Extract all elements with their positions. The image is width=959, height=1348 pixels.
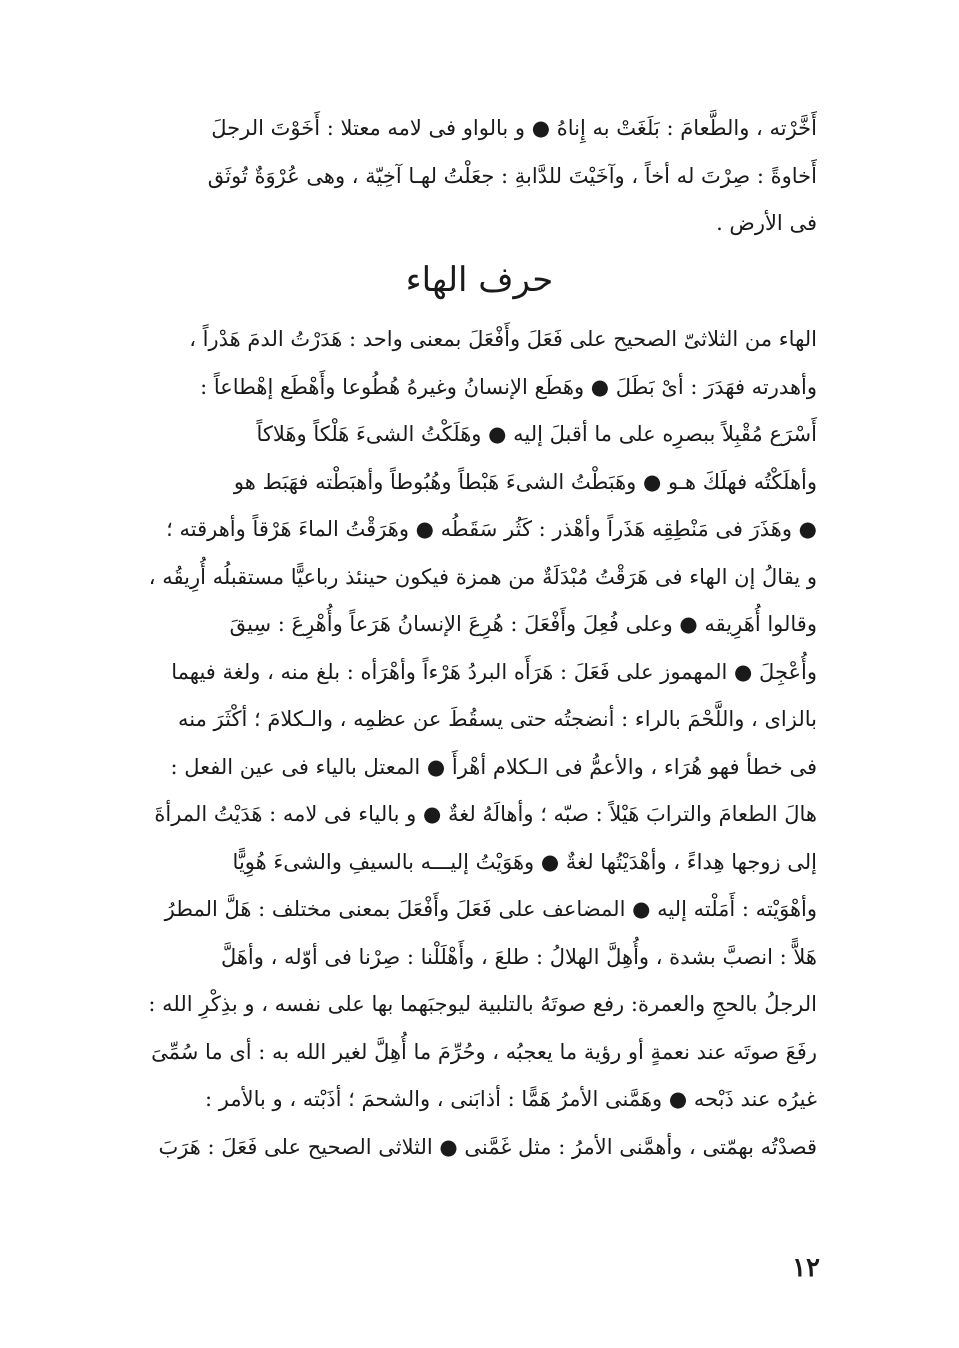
text-line: الهاء من الثلاثىّ الصحيح على فَعَلَ وأَفْعَلَ بمعنى واحد : هَدَرْتُ الدمَ هَدْراً ، xyxy=(189,327,817,351)
text-line: فى الأرض . xyxy=(716,211,817,235)
text-line: وأهْوَيْته : أَمَلْته إليه ● المضاعف على فَعَلَ وأَفْعَلَ بمعنى مختلف : هَلَّ المطرُ xyxy=(164,897,817,921)
text-line: وأهدرته فهَدَرَ : أىْ بَطَلَ ● وهَطَع الإنسانُ وغيرهُ هُطُوعا وأَهْطَع إهْطاعاً : xyxy=(200,374,817,399)
text-line: قصدْتُه بهمّتى ، وأهمَّنى الأمرُ : مثل غَمَّنى ● الثلاثى الصحيح على فَعَلَ : هَرَبَ xyxy=(158,1134,817,1159)
section-title: حرف الهاء xyxy=(405,260,554,300)
text-line: الرجلُ بالحجِ والعمرة: رفع صوتَهُ بالتلبية ليوجبَهما بها على نفسه ، و بذِكْرِ الله : xyxy=(148,992,817,1016)
text-line: هالَ الطعامَ والترابَ هَيْلاً : صبّه ؛ وأهالَهُ لغةٌ ● و بالياء فى لامه : هَدَيْتُ المرأةَ xyxy=(154,802,817,826)
page-number: ١٢ xyxy=(792,1253,820,1283)
text-line: بالزاى ، واللَّحْمَ بالراء : أنضجتُه حتى يسقُطَ عن عظمِه ، والـكلامَ ؛ أكْثَرَ منه xyxy=(178,707,817,731)
body-paragraph xyxy=(112,316,817,1171)
text-line: وأهلَكْتُه فهلَكَ هـو ● وهَبَطْتُ الشىءَ هَبْطاً وهُبُوطاً وأهبَطْته فهَبَط هو xyxy=(233,469,817,494)
text-line: رفَعَ صوتَه عند نعمةٍ أو رؤية ما يعجبُه ، وحُرِّمَ ما أُهِلَّ لغير الله به : أى ما سُمِّىَ xyxy=(151,1039,817,1064)
text-line: و يقالُ إن الهاء فى هَرَقْتُ مُبْدَلَةٌ من همزة فيكون حينئذ رباعيًّا مستقبلُه أُرِيقُه ، xyxy=(148,564,817,589)
text-line: أَسْرَع مُقْبِلاً ببصرِه على ما أقبلَ إليه ● وهَلَكْتُ الشىءَ هَلْكاً وهَلاكاً xyxy=(256,422,817,446)
text-line: هَلاًّ : انصبَّ بشدة ، وأُهِلَّ الهلالُ : طلعَ ، وأَهْلَلْنا : صِرْنا فى أوّله ، وأهَلَّ xyxy=(220,944,817,969)
text-line: ● وهَذَرَ فى مَنْطِقِه هَذَراً وأهْذر : كَثُر سَقَطُه ● وهَرَقْتُ الماءَ هَرْقاً وأهرقته ؛ xyxy=(166,517,817,541)
text-line: وقالوا أُهَرِيقه ● وعلى فُعِلَ وأَفْعَلَ : هُرِعَ الإنسانُ هَرَعاً وأُهْرِعَ : سِيقَ xyxy=(229,612,817,636)
text-line: أَخاوةً : صِرْتَ له أخاً ، وآخَيْتَ للدَّابةِ : جعَلْتُ لهـا آخِيّة ، وهى عُرْوَةٌ تُوثَق xyxy=(207,163,817,188)
text-line: إلى زوجها هِداءً ، وأهْدَيْتُها لغةٌ ● وهَوَيْتُ إليـــه بالسيفِ والشىءَ هُوِيًّا xyxy=(232,849,817,874)
text-line: فى خطأ فهو هُرَاء ، والأعمُّ فى الـكلام أهْرأَ ● المعتل بالياء فى عين الفعل : xyxy=(170,754,817,779)
intro-paragraph xyxy=(112,105,817,248)
text-line: وأُعْجِلَ ● المهموز على فَعَلَ : هَرَأَه البردُ هَرْءاً وأهْرَأه : بلغ منه ، ولغة فيهما xyxy=(171,659,817,684)
text-line: أَخَّرْته ، والطَّعامَ : بَلَغَتْ به إِناهُ ● و بالواو فى لامه معتلا : أَخَوْتَ الرجلَ xyxy=(211,116,817,140)
text-line: غيرُه عند ذَبْحه ● وهَمَّنى الأمرُ هَمًّا : أذابَنى ، والشحمَ ؛ أذَبْته ، و بالأمر : xyxy=(205,1087,817,1111)
